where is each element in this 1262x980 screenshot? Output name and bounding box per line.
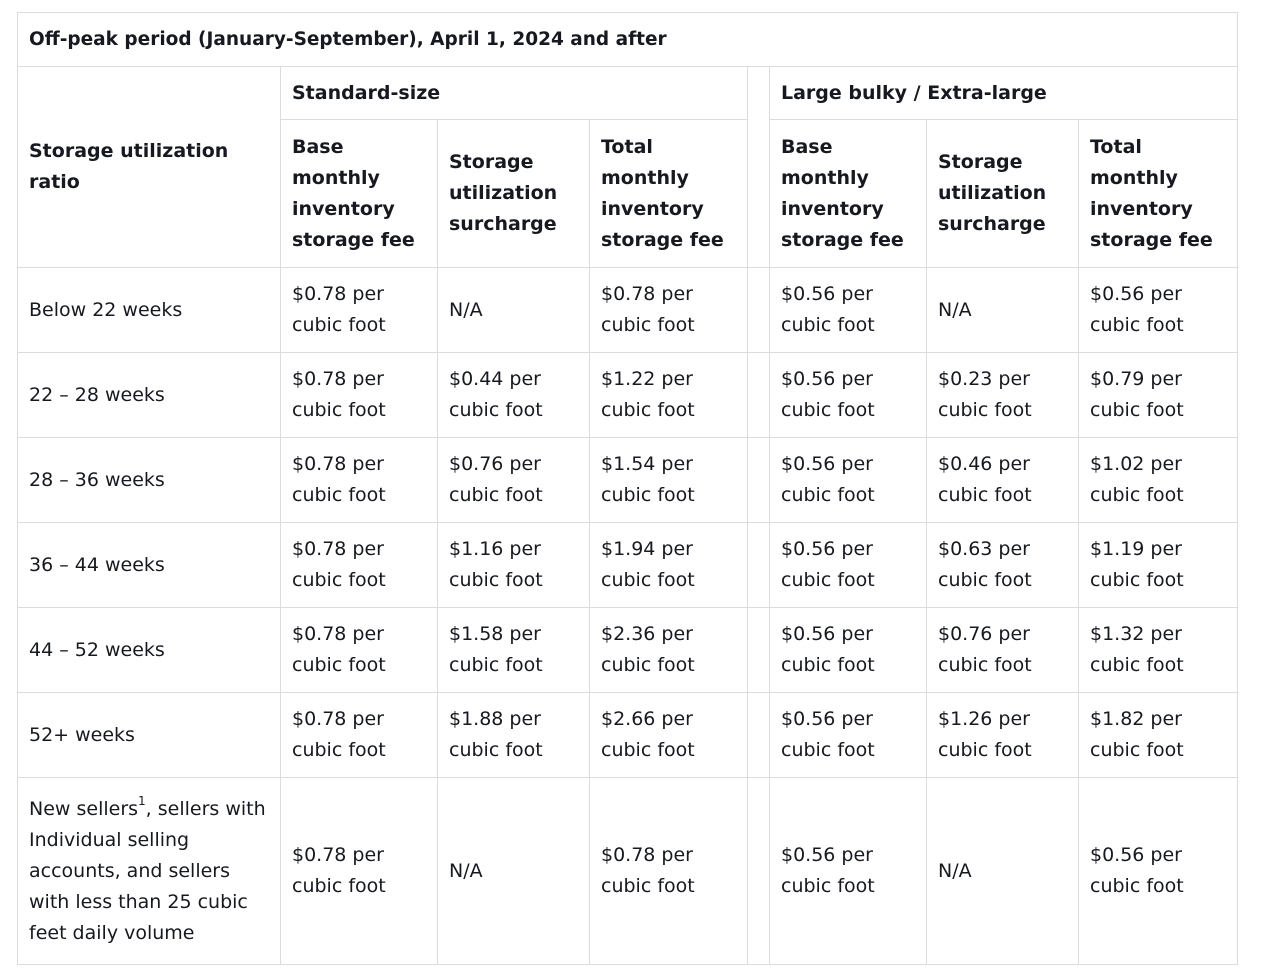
table-title-row: [18, 13, 1238, 67]
large-total-fee-cell: $1.82 per cubic foot: [1079, 693, 1238, 778]
large-total-fee-cell: $0.56 per cubic foot: [1079, 778, 1238, 965]
large-base-fee-cell: $0.56 per cubic foot: [770, 268, 927, 353]
row-label: 44 – 52 weeks: [18, 608, 281, 693]
standard-total-fee-cell: $1.54 per cubic foot: [590, 438, 748, 523]
large-base-fee-cell: $0.56 per cubic foot: [770, 438, 927, 523]
standard-surcharge-cell: $1.16 per cubic foot: [438, 523, 590, 608]
col-header-standard-base-fee: Base monthly inventory storage fee: [281, 120, 438, 268]
large-total-fee-cell: $1.19 per cubic foot: [1079, 523, 1238, 608]
row-label: Below 22 weeks: [18, 268, 281, 353]
storage-fee-table: [17, 12, 1238, 965]
group-separator: [748, 268, 770, 353]
group-header-standard-size: Standard-size: [281, 67, 748, 120]
row-label: 52+ weeks: [18, 693, 281, 778]
large-surcharge-cell: N/A: [927, 268, 1079, 353]
table-row: [18, 438, 1238, 523]
large-base-fee-cell: $0.56 per cubic foot: [770, 608, 927, 693]
large-base-fee-cell: $0.56 per cubic foot: [770, 353, 927, 438]
footnote-marker: 1: [138, 794, 146, 809]
standard-total-fee-cell: $2.66 per cubic foot: [590, 693, 748, 778]
standard-base-fee-cell: $0.78 per cubic foot: [281, 438, 438, 523]
large-surcharge-cell: $0.23 per cubic foot: [927, 353, 1079, 438]
table-row: [18, 778, 1238, 965]
large-base-fee-cell: $0.56 per cubic foot: [770, 778, 927, 965]
row-label: [18, 778, 281, 965]
standard-surcharge-cell: $0.76 per cubic foot: [438, 438, 590, 523]
standard-surcharge-cell: N/A: [438, 778, 590, 965]
col-header-large-surcharge: Storage utilization surcharge: [927, 120, 1079, 268]
group-header-large-bulky: Large bulky / Extra-large: [770, 67, 1238, 120]
table-row: [18, 268, 1238, 353]
group-separator: [748, 523, 770, 608]
standard-base-fee-cell: $0.78 per cubic foot: [281, 353, 438, 438]
table-row: [18, 353, 1238, 438]
standard-base-fee-cell: $0.78 per cubic foot: [281, 778, 438, 965]
large-total-fee-cell: $1.32 per cubic foot: [1079, 608, 1238, 693]
table-row: [18, 523, 1238, 608]
standard-base-fee-cell: $0.78 per cubic foot: [281, 268, 438, 353]
standard-surcharge-cell: N/A: [438, 268, 590, 353]
row-label-text: New sellers: [29, 797, 139, 820]
row-label: 36 – 44 weeks: [18, 523, 281, 608]
group-separator: [748, 67, 770, 268]
group-separator: [748, 778, 770, 965]
standard-surcharge-cell: $1.88 per cubic foot: [438, 693, 590, 778]
table-row: [18, 608, 1238, 693]
group-separator: [748, 608, 770, 693]
large-surcharge-cell: $0.76 per cubic foot: [927, 608, 1079, 693]
col-header-large-total-fee: Total monthly inventory storage fee: [1079, 120, 1238, 268]
row-header-storage-utilization-ratio: Storage utilization ratio: [18, 67, 281, 268]
standard-total-fee-cell: $0.78 per cubic foot: [590, 268, 748, 353]
standard-base-fee-cell: $0.78 per cubic foot: [281, 693, 438, 778]
group-header-row: [18, 67, 1238, 120]
col-header-large-base-fee: Base monthly inventory storage fee: [770, 120, 927, 268]
standard-surcharge-cell: $0.44 per cubic foot: [438, 353, 590, 438]
group-separator: [748, 353, 770, 438]
row-label-text-rest: , sellers with Individual selling accounts, and sellers with less than 25 cubic feet daily volume: [29, 797, 266, 944]
standard-total-fee-cell: $2.36 per cubic foot: [590, 608, 748, 693]
large-total-fee-cell: $0.56 per cubic foot: [1079, 268, 1238, 353]
large-surcharge-cell: N/A: [927, 778, 1079, 965]
large-surcharge-cell: $0.46 per cubic foot: [927, 438, 1079, 523]
group-separator: [748, 438, 770, 523]
col-header-standard-total-fee: Total monthly inventory storage fee: [590, 120, 748, 268]
large-total-fee-cell: $1.02 per cubic foot: [1079, 438, 1238, 523]
table-title: Off-peak period (January-September), April 1, 2024 and after: [18, 13, 1238, 67]
standard-total-fee-cell: $1.94 per cubic foot: [590, 523, 748, 608]
large-base-fee-cell: $0.56 per cubic foot: [770, 693, 927, 778]
standard-surcharge-cell: $1.58 per cubic foot: [438, 608, 590, 693]
large-surcharge-cell: $0.63 per cubic foot: [927, 523, 1079, 608]
row-label: 22 – 28 weeks: [18, 353, 281, 438]
large-base-fee-cell: $0.56 per cubic foot: [770, 523, 927, 608]
col-header-standard-surcharge: Storage utilization surcharge: [438, 120, 590, 268]
group-separator: [748, 693, 770, 778]
standard-total-fee-cell: $1.22 per cubic foot: [590, 353, 748, 438]
large-surcharge-cell: $1.26 per cubic foot: [927, 693, 1079, 778]
row-label: 28 – 36 weeks: [18, 438, 281, 523]
standard-base-fee-cell: $0.78 per cubic foot: [281, 523, 438, 608]
standard-total-fee-cell: $0.78 per cubic foot: [590, 778, 748, 965]
large-total-fee-cell: $0.79 per cubic foot: [1079, 353, 1238, 438]
standard-base-fee-cell: $0.78 per cubic foot: [281, 608, 438, 693]
table-row: [18, 693, 1238, 778]
